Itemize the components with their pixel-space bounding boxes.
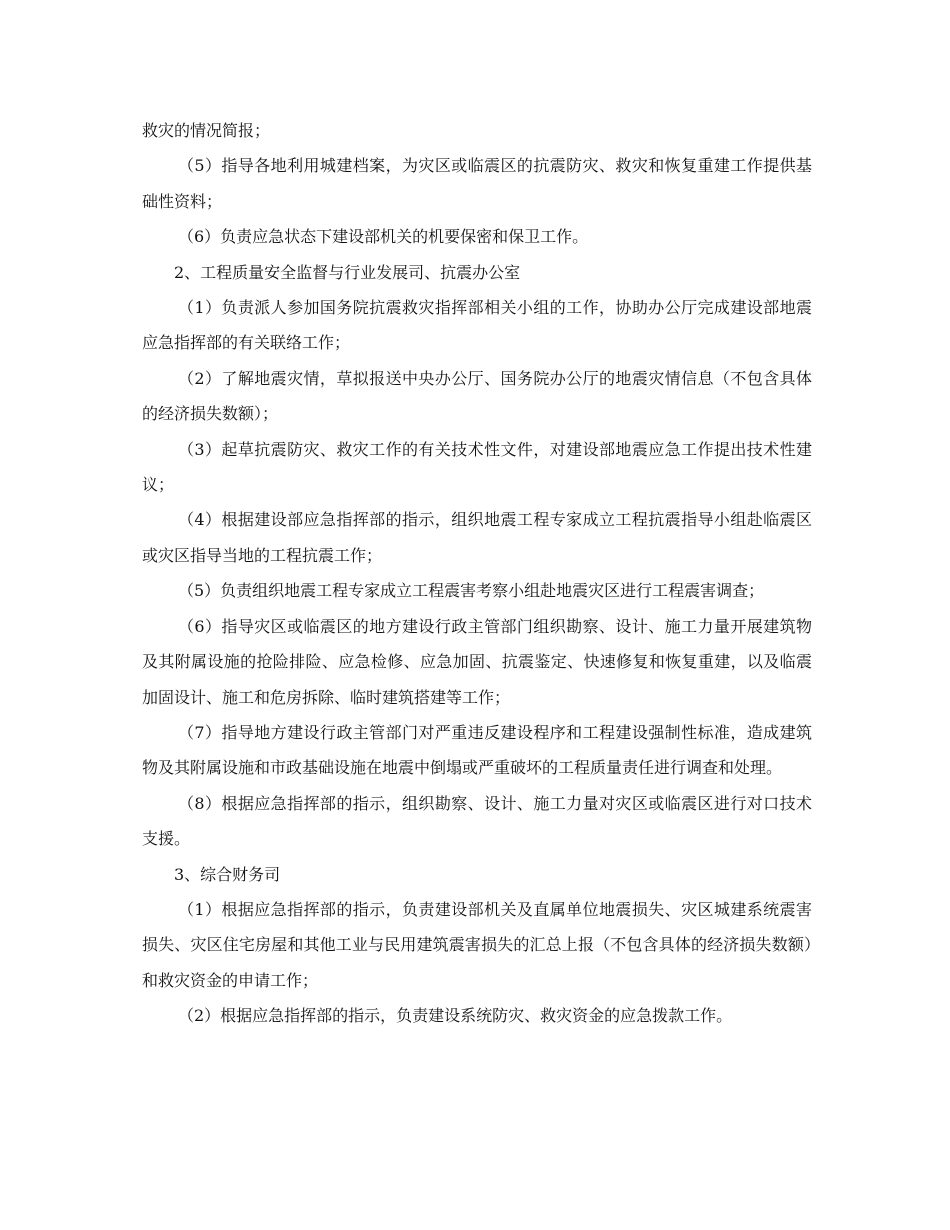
document-body xyxy=(142,113,812,1034)
section-heading: 3、综合财务司 xyxy=(174,864,281,884)
section-heading: 2、工程质量安全监督与行业发展司、抗震办公室 xyxy=(174,262,521,282)
list-item: （2）了解地震灾情，草拟报送中央办公厅、国务院办公厅的地震灾情信息（不包含具体的经济损失数额）； xyxy=(142,368,812,424)
list-item: （6）负责应急状态下建设部机关的机要保密和保卫工作。 xyxy=(178,227,589,247)
list-item: （3）起草抗震防灾、救灾工作的有关技术性文件，对建设部地震应急工作提出技术性建议； xyxy=(142,439,812,495)
list-item: （5）指导各地利用城建档案，为灾区或临震区的抗震防灾、救灾和恢复重建工作提供基础性资料； xyxy=(142,156,812,211)
list-item: （1）负责派人参加国务院抗震救灾指挥部相关小组的工作，协助办公厅完成建设部地震应急指挥部的有关联络工作； xyxy=(142,298,812,353)
list-item: （8）根据应急指挥部的指示，组织勘察、设计、施工力量对灾区或临震区进行对口技术支援。 xyxy=(142,793,812,849)
list-item: （7）指导地方建设行政主管部门对严重违反建设程序和工程建设强制性标准，造成建筑物及其附属设施和市政基础设施在地震中倒塌或严重破坏的工程质量责任进行调查和处理。 xyxy=(142,722,812,778)
list-item: （4）根据建设部应急指挥部的指示，组织地震工程专家成立工程抗震指导小组赴临震区或灾区指导当地的工程抗震工作； xyxy=(142,510,812,565)
list-item: （1）根据应急指挥部的指示，负责建设部机关及直属单位地震损失、灾区城建系统震害损失、灾区住宅房屋和其他工业与民用建筑震害损失的汇总上报（不包含具体的经济损失数额）和救灾资金的申请工作； xyxy=(142,899,812,990)
list-item: （2）根据应急指挥部的指示，负责建设系统防灾、救灾资金的应急拨款工作。 xyxy=(178,1006,733,1026)
list-item: （6）指导灾区或临震区的地方建设行政主管部门组织勘察、设计、施工力量开展建筑物及其附属设施的抢险排险、应急检修、应急加固、抗震鉴定、快速修复和恢复重建，以及临震加固设计、施工和危房拆除、临时建筑搭建等工作； xyxy=(142,616,812,707)
list-item: （5）负责组织地震工程专家成立工程震害考察小组赴地震灾区进行工程震害调查； xyxy=(178,581,765,601)
paragraph-continuation: 救灾的情况简报； xyxy=(142,121,271,140)
